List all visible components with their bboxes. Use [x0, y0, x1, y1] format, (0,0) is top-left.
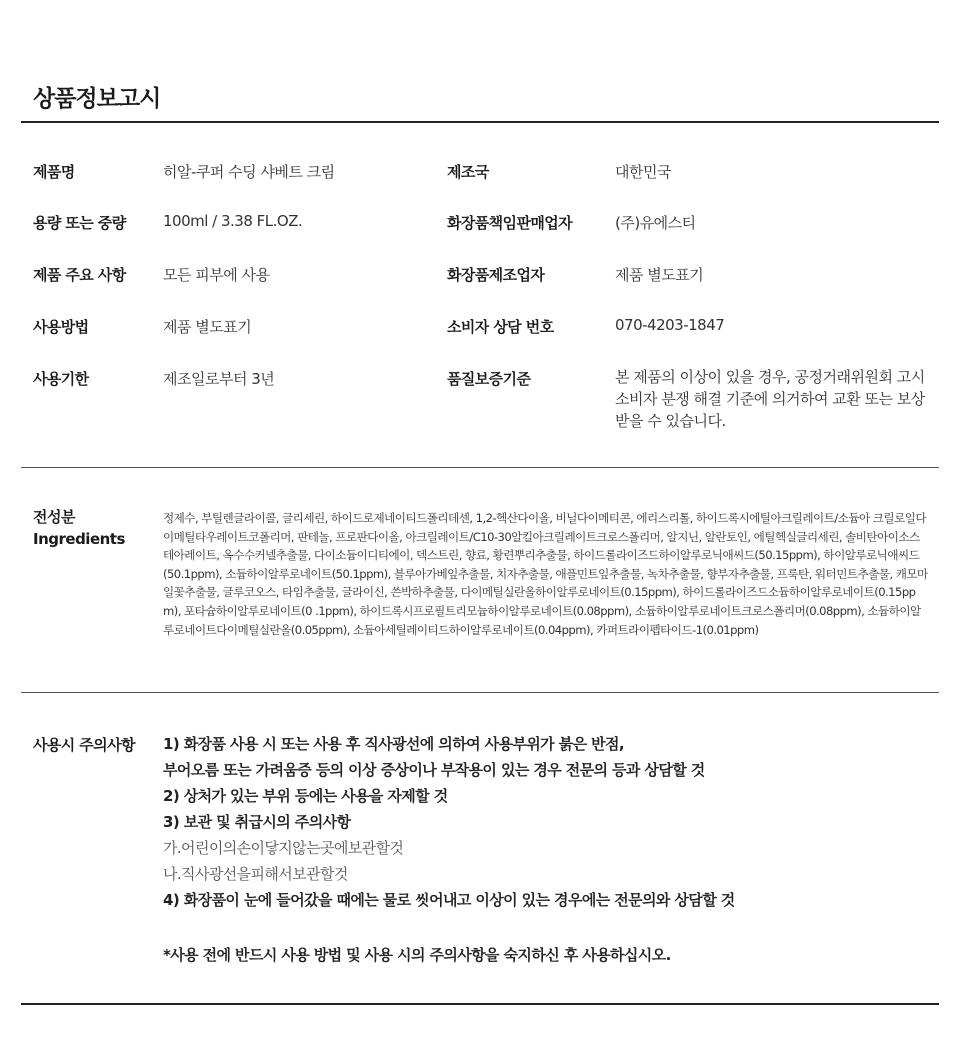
- page-title: 상품정보고시: [33, 86, 161, 112]
- info-value-expiry: 제조일로부터 3년: [163, 370, 275, 388]
- ingredients-text: 정제수, 부틸렌글라이콜, 글리세린, 하이드로제네이티드폴리데센, 1,2-헥산다이올, 비닐다이메티콘, 에리스리톨, 하이드록시에틸아크릴레이트/소듐아 크릴로일다이메틸타우레이트코폴리머, 판테놀, 프로판다이올, 아크릴레이트/C10-30알킬아크릴레이트크로스폴리머, 알지닌, 알란토인, 에틸헥실글리세린, 솔비탄아이소스테아레이트, 옥수수커넬추출물, 다이소듐이디티에이, 덱스트린, 향료, 황련뿌리추출물, 하이드롤라이즈드하이알루로닉애씨드(50.15ppm), 하이알루로닉애씨드(50.1ppm), 소듐하이알루로네이트(50.1ppm), 블루아가베잎추출물, 치자추출물, 애플민트잎추출물, 녹차추출물, 향부자추출물, 프룩탄, 워터민트추출물, 캐모마일꽃추출물, 글루코오스, 타임추출물, 글라이신, 쓴박하추출물, 다이메틸실란올하이알루로네이트(0.15ppm), 하이드롤라이즈드소듐하이알루로네이트(0.15ppm), 포타슘하이알루로네이트(0 .1ppm), 하이드록시프로필트리모늄하이알루로네이트(0.08ppm), 소듐하이알루로네이트크로스폴리머(0.08ppm), 소듐하이알루로네이트다이메틸실란올(0.05ppm), 소듐아세틸레이티드하이알루로네이트(0.04ppm), 카퍼트라이펩타이드-1(0.01ppm): [163, 511, 928, 637]
- caution-item: 2) 상처가 있는 부위 등에는 사용을 자제할 것: [163, 787, 448, 805]
- caution-item: 부어오름 또는 가려움증 등의 이상 증상이나 부작용이 있는 경우 전문의 등과 상담할 것: [163, 761, 705, 779]
- info-value-main-notes: 모든 피부에 사용: [163, 266, 270, 284]
- info-label-manufacturer: 화장품제조업자: [447, 266, 545, 284]
- section-divider: [21, 467, 939, 468]
- info-label-quality-standard: 품질보증기준: [447, 370, 531, 388]
- info-label-usage: 사용방법: [33, 318, 89, 336]
- info-value-consumer-phone: 070-4203-1847: [615, 316, 725, 334]
- caution-item: 4) 화장품이 눈에 들어갔을 때에는 물로 씻어내고 이상이 있는 경우에는 전문의와 상담할 것: [163, 891, 735, 909]
- caution-item: 1) 화장품 사용 시 또는 사용 후 직사광선에 의하여 사용부위가 붉은 반점,: [163, 735, 624, 753]
- info-label-consumer-phone: 소비자 상담 번호: [447, 318, 554, 336]
- info-value-usage: 제품 별도표기: [163, 318, 252, 336]
- caution-label: 사용시 주의사항: [33, 736, 135, 754]
- bottom-divider: [21, 1003, 939, 1005]
- ingredients-label: [33, 506, 125, 550]
- caution-item: 가.어린이의손이닿지않는곳에보관할것: [163, 839, 404, 857]
- info-value-volume: 100ml / 3.38 FL.OZ.: [163, 212, 303, 230]
- caution-item: 3) 보관 및 취급시의 주의사항: [163, 813, 351, 831]
- info-label-product-name: 제품명: [33, 163, 75, 181]
- caution-footnote: *사용 전에 반드시 사용 방법 및 사용 시의 주의사항을 숙지하신 후 사용하십시오.: [163, 946, 671, 964]
- ingredients-label-ko: 전성분: [33, 508, 75, 526]
- caution-item: 나.직사광선을피해서보관할것: [163, 865, 348, 883]
- info-value-manufacturer: 제품 별도표기: [615, 266, 704, 284]
- info-label-volume: 용량 또는 중량: [33, 214, 126, 232]
- info-value-quality-standard: 본 제품의 이상이 있을 경우, 공정거래위원회 고시 소비자 분쟁 해결 기준에 의거하여 교환 또는 보상 받을 수 있습니다.: [615, 368, 925, 430]
- info-label-main-notes: 제품 주요 사항: [33, 266, 126, 284]
- info-label-expiry: 사용기한: [33, 370, 89, 388]
- info-value-product-name: 히알-쿠퍼 수딩 샤베트 크림: [163, 163, 335, 181]
- section-divider: [21, 692, 939, 693]
- info-label-distributor: 화장품책임판매업자: [447, 214, 573, 232]
- title-divider: [21, 121, 939, 123]
- ingredients-label-en: Ingredients: [33, 530, 125, 548]
- info-value-country: 대한민국: [615, 163, 671, 181]
- info-value-distributor: (주)유에스티: [615, 214, 696, 232]
- info-label-country: 제조국: [447, 163, 489, 181]
- caution-list: [163, 733, 933, 915]
